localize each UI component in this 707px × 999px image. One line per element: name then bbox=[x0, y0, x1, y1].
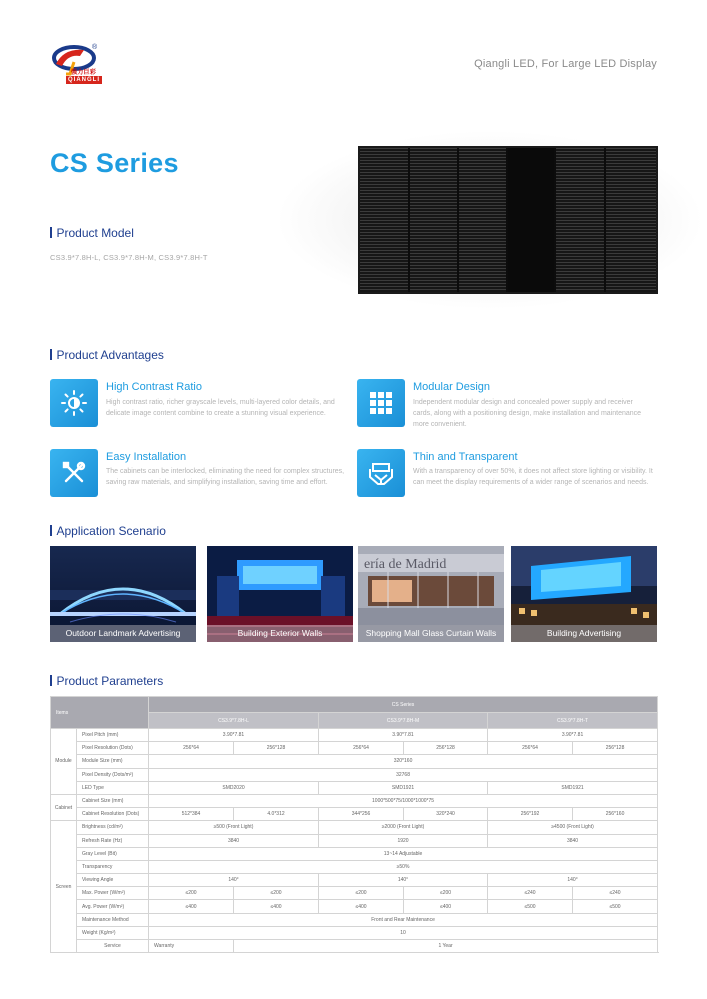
cell: ≤200 bbox=[234, 887, 319, 900]
table-row bbox=[51, 794, 658, 807]
cell: 140° bbox=[319, 874, 488, 887]
advantage-desc: High contrast ratio, richer grayscale levels, multi-layered color details, and delicate image content combine to create a stunning visual experience. bbox=[106, 399, 335, 417]
app-photo-landmark bbox=[50, 546, 196, 642]
led-screen-product-image bbox=[358, 146, 658, 294]
cell: Front and Rear Maintenance bbox=[149, 913, 658, 926]
row-label: Transparency bbox=[77, 860, 149, 873]
advantage-title: Modular Design bbox=[413, 381, 491, 393]
tools-icon bbox=[50, 449, 98, 497]
table-row bbox=[51, 926, 658, 939]
cabinet-frame bbox=[604, 148, 606, 292]
sun-contrast-icon bbox=[50, 379, 98, 427]
cabinet-frame bbox=[457, 148, 459, 292]
cell: ≥4500 (Front Light) bbox=[488, 821, 658, 834]
application-heading-text: Application Scenario bbox=[56, 524, 166, 538]
app-photo-shopping-mall bbox=[358, 546, 504, 642]
row-label: Viewing Angle bbox=[77, 874, 149, 887]
grid-modules-icon bbox=[357, 379, 405, 427]
product-model-heading-text: Product Model bbox=[56, 226, 134, 240]
app-caption: Shopping Mall Glass Curtain Walls bbox=[358, 625, 504, 642]
table-row bbox=[51, 768, 658, 781]
table-row bbox=[51, 821, 658, 834]
cell: ≤200 bbox=[404, 887, 488, 900]
row-label: Pixel Density (Dots/m²) bbox=[77, 768, 149, 781]
logo-english-name: QIANGLI bbox=[68, 77, 100, 83]
cell: 1000*500*75/1000*1000*75 bbox=[149, 794, 658, 807]
cell: SMD1921 bbox=[319, 781, 488, 794]
cell: 3.90*7.81 bbox=[488, 729, 658, 742]
table-row bbox=[51, 781, 658, 794]
model-header: CS3.9*7.8H-T bbox=[488, 713, 658, 729]
cell: ≤200 bbox=[319, 887, 404, 900]
cabinet-frame bbox=[408, 148, 410, 292]
table-row bbox=[51, 940, 658, 953]
table-header-row bbox=[51, 697, 658, 713]
row-label: Module Size (mm) bbox=[77, 755, 149, 768]
row-label: Refresh Rate (Hz) bbox=[77, 834, 149, 847]
app-caption: Building Exterior Walls bbox=[207, 625, 353, 642]
cell: 140° bbox=[488, 874, 658, 887]
application-heading bbox=[50, 524, 166, 538]
app-caption: Building Advertising bbox=[511, 625, 657, 642]
cell: ≤400 bbox=[319, 900, 404, 913]
table-row bbox=[51, 847, 658, 860]
heading-bar bbox=[50, 227, 52, 238]
cell: 256*128 bbox=[404, 742, 488, 755]
cell: ≤240 bbox=[573, 887, 658, 900]
cell: 3.90*7.81 bbox=[149, 729, 319, 742]
items-header: Items bbox=[51, 697, 149, 729]
parameters-table bbox=[50, 696, 658, 953]
row-label: Maintenance Method bbox=[77, 913, 149, 926]
heading-bar bbox=[50, 675, 52, 686]
app-photo-building-walls bbox=[207, 546, 353, 642]
advantages-heading-text: Product Advantages bbox=[56, 348, 164, 362]
row-label: Warranty bbox=[149, 940, 234, 953]
row-label: Brightness (cd/m²) bbox=[77, 821, 149, 834]
parameters-heading-text: Product Parameters bbox=[56, 674, 164, 688]
registered-mark: ® bbox=[92, 44, 98, 51]
cell: 3840 bbox=[149, 834, 319, 847]
cell: 256*160 bbox=[573, 808, 658, 821]
model-list: CS3.9*7.8H-L, CS3.9*7.8H-M, CS3.9*7.8H-T bbox=[50, 253, 208, 262]
cell: ≤240 bbox=[488, 887, 573, 900]
group-label: Module bbox=[51, 729, 77, 795]
advantage-desc: Independent modular design and concealed power supply and receiver cards, along with a positioning design, make installation and maintenance more convenient. bbox=[413, 399, 642, 428]
table-row bbox=[51, 834, 658, 847]
advantage-title: Easy Installation bbox=[106, 451, 187, 463]
cell: 320*160 bbox=[149, 755, 658, 768]
cell: SMD2020 bbox=[149, 781, 319, 794]
row-label: Gray Level (Bit) bbox=[77, 847, 149, 860]
parameters-heading bbox=[50, 674, 163, 688]
table-row bbox=[51, 808, 658, 821]
cell: 344*256 bbox=[319, 808, 404, 821]
group-label: Service bbox=[77, 940, 149, 953]
cell: 32768 bbox=[149, 768, 658, 781]
cell: 3.90*7.81 bbox=[319, 729, 488, 742]
row-label: Avg. Power (W/m²) bbox=[77, 900, 149, 913]
tagline: Qiangli LED, For Large LED Display bbox=[474, 58, 657, 70]
table-row bbox=[51, 729, 658, 742]
hands-transparent-icon bbox=[357, 449, 405, 497]
row-label: Max. Power (W/m²) bbox=[77, 887, 149, 900]
table-row bbox=[51, 887, 658, 900]
table-row bbox=[51, 860, 658, 873]
row-label: Cabinet Size (mm) bbox=[77, 794, 149, 807]
cell: ≥500 (Front Light) bbox=[149, 821, 319, 834]
cell: 512*384 bbox=[149, 808, 234, 821]
app-photo-building-ad bbox=[511, 546, 657, 642]
advantage-title: Thin and Transparent bbox=[413, 451, 518, 463]
cabinet-seam bbox=[506, 148, 554, 292]
series-header: CS Series bbox=[149, 697, 658, 713]
advantage-desc: With a transparency of over 50%, it does not affect store lighting or visibility. It can meet the display requirements of a wider range of scenarios and needs. bbox=[413, 468, 653, 486]
cell: 10 bbox=[149, 926, 658, 939]
row-label: LED Type bbox=[77, 781, 149, 794]
app-caption: Outdoor Landmark Advertising bbox=[50, 625, 196, 642]
row-label: Pixel Resolution (Dots) bbox=[77, 742, 149, 755]
cell: 256*64 bbox=[319, 742, 404, 755]
row-label: Weight (Kg/m²) bbox=[77, 926, 149, 939]
mall-sign-text: ería de Madrid bbox=[364, 557, 447, 572]
group-label: Cabinet bbox=[51, 794, 77, 820]
cell: 140° bbox=[149, 874, 319, 887]
group-label: Screen bbox=[51, 821, 77, 953]
cell: ≤400 bbox=[149, 900, 234, 913]
cell: 320*240 bbox=[404, 808, 488, 821]
cell: ≤500 bbox=[573, 900, 658, 913]
cabinet-frame bbox=[506, 148, 508, 292]
cell: 3840 bbox=[488, 834, 658, 847]
row-label: Cabinet Resolution (Dots) bbox=[77, 808, 149, 821]
model-header: CS3.9*7.8H-L bbox=[149, 713, 319, 729]
table-row bbox=[51, 900, 658, 913]
advantage-title: High Contrast Ratio bbox=[106, 381, 202, 393]
cell: ≤500 bbox=[488, 900, 573, 913]
cell: ≤400 bbox=[404, 900, 488, 913]
advantage-desc: The cabinets can be interlocked, eliminating the need for complex structures, saving raw materials, and simplifying installation, saving time and effort. bbox=[106, 468, 345, 486]
heading-bar bbox=[50, 349, 52, 360]
model-header: CS3.9*7.8H-M bbox=[319, 713, 488, 729]
series-title: CS Series bbox=[50, 148, 179, 178]
cell: ≥50% bbox=[149, 860, 658, 873]
cell: ≤200 bbox=[149, 887, 234, 900]
cell: ≥2000 (Front Light) bbox=[319, 821, 488, 834]
cabinet-frame bbox=[554, 148, 556, 292]
cell: 1 Year bbox=[234, 940, 658, 953]
cell: 256*64 bbox=[149, 742, 234, 755]
cell: 256*128 bbox=[234, 742, 319, 755]
cell: 256*128 bbox=[573, 742, 658, 755]
table-row bbox=[51, 913, 658, 926]
table-row bbox=[51, 755, 658, 768]
advantages-heading bbox=[50, 348, 164, 362]
table-row bbox=[51, 742, 658, 755]
logo-chinese-name: 强力巨彩 bbox=[71, 70, 97, 76]
cell: SMD1921 bbox=[488, 781, 658, 794]
heading-bar bbox=[50, 525, 52, 536]
cell: 13~14 Adjustable bbox=[149, 847, 658, 860]
cell: ≤400 bbox=[234, 900, 319, 913]
cell: 1920 bbox=[319, 834, 488, 847]
cell: 256*64 bbox=[488, 742, 573, 755]
cell: 4.0*312 bbox=[234, 808, 319, 821]
row-label: Pixel Pitch (mm) bbox=[77, 729, 149, 742]
cell: 256*192 bbox=[488, 808, 573, 821]
table-row bbox=[51, 874, 658, 887]
product-model-heading bbox=[50, 226, 134, 240]
